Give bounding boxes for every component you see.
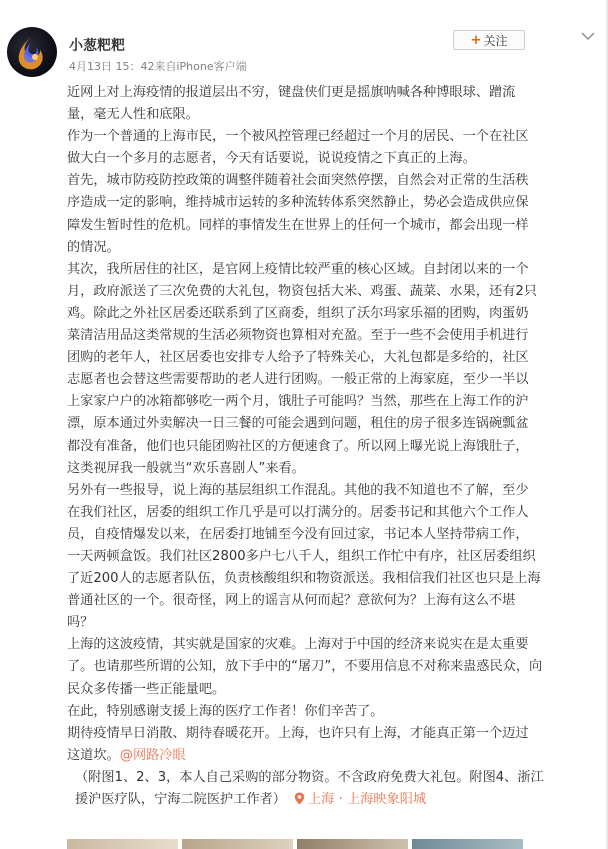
post-meta: 4月13日 15：42来自iPhone客户端 xyxy=(69,60,247,73)
avatar-flame-icon xyxy=(7,27,57,77)
body-line: 作为一个普通的上海市民，一个被风控管理已经超过一个月的居民、一个在社区 xyxy=(67,129,529,145)
photo-caption: （附图1、2、3，本人自己采购的部分物资。不含政府免费大礼包。附图4、浙江 xyxy=(75,769,544,785)
body-line-with-mention xyxy=(67,745,575,767)
body-line: 这道坎。 xyxy=(67,747,120,763)
post-header xyxy=(0,0,608,80)
username[interactable]: 小葱粑粑 xyxy=(69,38,125,54)
body-line: 的情况。 xyxy=(67,239,120,255)
photo-caption: 援沪医疗队，宁海二院医护工作者） xyxy=(75,792,286,807)
body-line: 了。也请那些所谓的公知，放下手中的“屠刀”，不要用信息不对称来蛊惑民众，向 xyxy=(67,659,543,675)
mention-link[interactable]: @网路冷眼 xyxy=(119,747,186,763)
body-line: 首先，城市防疫防控政策的调整伴随着社会面突然停摆，自然会对正常的生活秩 xyxy=(67,173,529,189)
body-line: 量，毫无人性和底限。 xyxy=(67,107,199,123)
attached-photo[interactable] xyxy=(182,839,293,849)
body-line: 期待疫情早日消散、期待春暖花开。上海，也许只有上海，才能真正第一个迈过 xyxy=(67,725,529,741)
body-line: 一天两顿盒饭。我们社区2800多户七八千人，组织工作忙中有序，社区居委组织 xyxy=(67,548,536,564)
body-line: 团购的老年人，社区居委也安排专人给予了特殊关心，大礼包都是多给的，社区 xyxy=(67,350,529,366)
body-line: 员，自疫情爆发以来，在居委打地铺至今没有回过家，书记本人坚持带病工作， xyxy=(67,526,529,542)
body-line: 上海的这波疫情，其实就是国家的灾难。上海对于中国的经济来说实在是太重要 xyxy=(67,637,529,653)
location-pin-icon xyxy=(294,792,305,805)
body-line: 另外有一些报导，说上海的基层组织工作混乱。其他的我不知道也不了解，至少 xyxy=(67,482,529,498)
caption-with-location xyxy=(67,789,575,811)
follow-label: 关注 xyxy=(483,33,508,48)
body-line: 在此，特别感谢支援上海的医疗工作者！你们辛苦了。 xyxy=(67,703,384,719)
body-line: 志愿者也会替这些需要帮助的老人进行团购。一般正常的上海家庭，至少一半以 xyxy=(67,372,529,388)
photo-strip xyxy=(67,839,525,849)
attached-photo[interactable] xyxy=(412,839,523,849)
avatar[interactable] xyxy=(7,27,57,77)
body-line: 障发生暂时性的危机。同样的事情发生在世界上的任何一个城市，都会出现一样 xyxy=(67,217,529,233)
attached-photo[interactable] xyxy=(67,839,178,849)
more-chevron-icon[interactable] xyxy=(579,29,597,43)
body-line: 普通社区的一个。很奇怪，网上的谣言从何而起？意欲何为？上海有这么不堪 xyxy=(67,593,516,609)
body-line: 在我们社区，居委的组织工作几乎是可以打满分的。居委书记和其他六个工作人 xyxy=(67,504,529,520)
body-line: 菜清洁用品这类常规的生活必须物资也算相对充盈。至于一些不会使用手机进行 xyxy=(67,328,529,344)
body-line: 了近200人的志愿者队伍，负责核酸组织和物资派送。我相信我们社区也只是上海 xyxy=(67,571,541,587)
body-line: 序造成一定的影响，维持城市运转的多种流转体系突然静止，势必会造成供应保 xyxy=(67,195,529,211)
body-line: 月，政府派送了三次免费的大礼包，物资包括大米、鸡蛋、蔬菜、水果，还有2只 xyxy=(67,283,537,299)
body-line: 鸡。除此之外社区居委还联系到了区商委，组织了沃尔玛家乐福的团购，肉蛋奶 xyxy=(67,305,529,321)
post-body xyxy=(67,82,575,811)
body-line: 这类视屏我一般就当“欢乐喜剧人”来看。 xyxy=(67,460,305,476)
body-line: 都没有准备，他们也只能团购社区的方便速食了。所以网上曝光说上海饿肚子， xyxy=(67,438,529,454)
body-line: 吗？ xyxy=(67,615,94,631)
body-line: 其次，我所居住的社区，是官网上疫情比较严重的核心区域。自封闭以来的一个 xyxy=(67,261,529,277)
body-line: 漂，原本通过外卖解决一日三餐的可能会遇到问题，租住的房子很多连锅碗瓢盆 xyxy=(67,416,529,432)
follow-plus-icon: + xyxy=(470,32,482,48)
body-line: 民众多传播一些正能量吧。 xyxy=(67,681,226,697)
follow-button[interactable] xyxy=(453,30,525,50)
body-line: 近网上对上海疫情的报道层出不穷，键盘侠们更是摇旗呐喊各种博眼球、蹭流 xyxy=(67,85,516,100)
body-line: 做大白一个多月的志愿者，今天有话要说，说说疫情之下真正的上海。 xyxy=(67,151,476,167)
body-line: 上家家户户的冰箱都够吃一两个月，饿肚子可能吗？当然，那些在上海工作的沪 xyxy=(67,394,529,410)
location-link[interactable]: 上海 · 上海映象阳城 xyxy=(308,792,427,807)
attached-photo[interactable] xyxy=(297,839,408,849)
